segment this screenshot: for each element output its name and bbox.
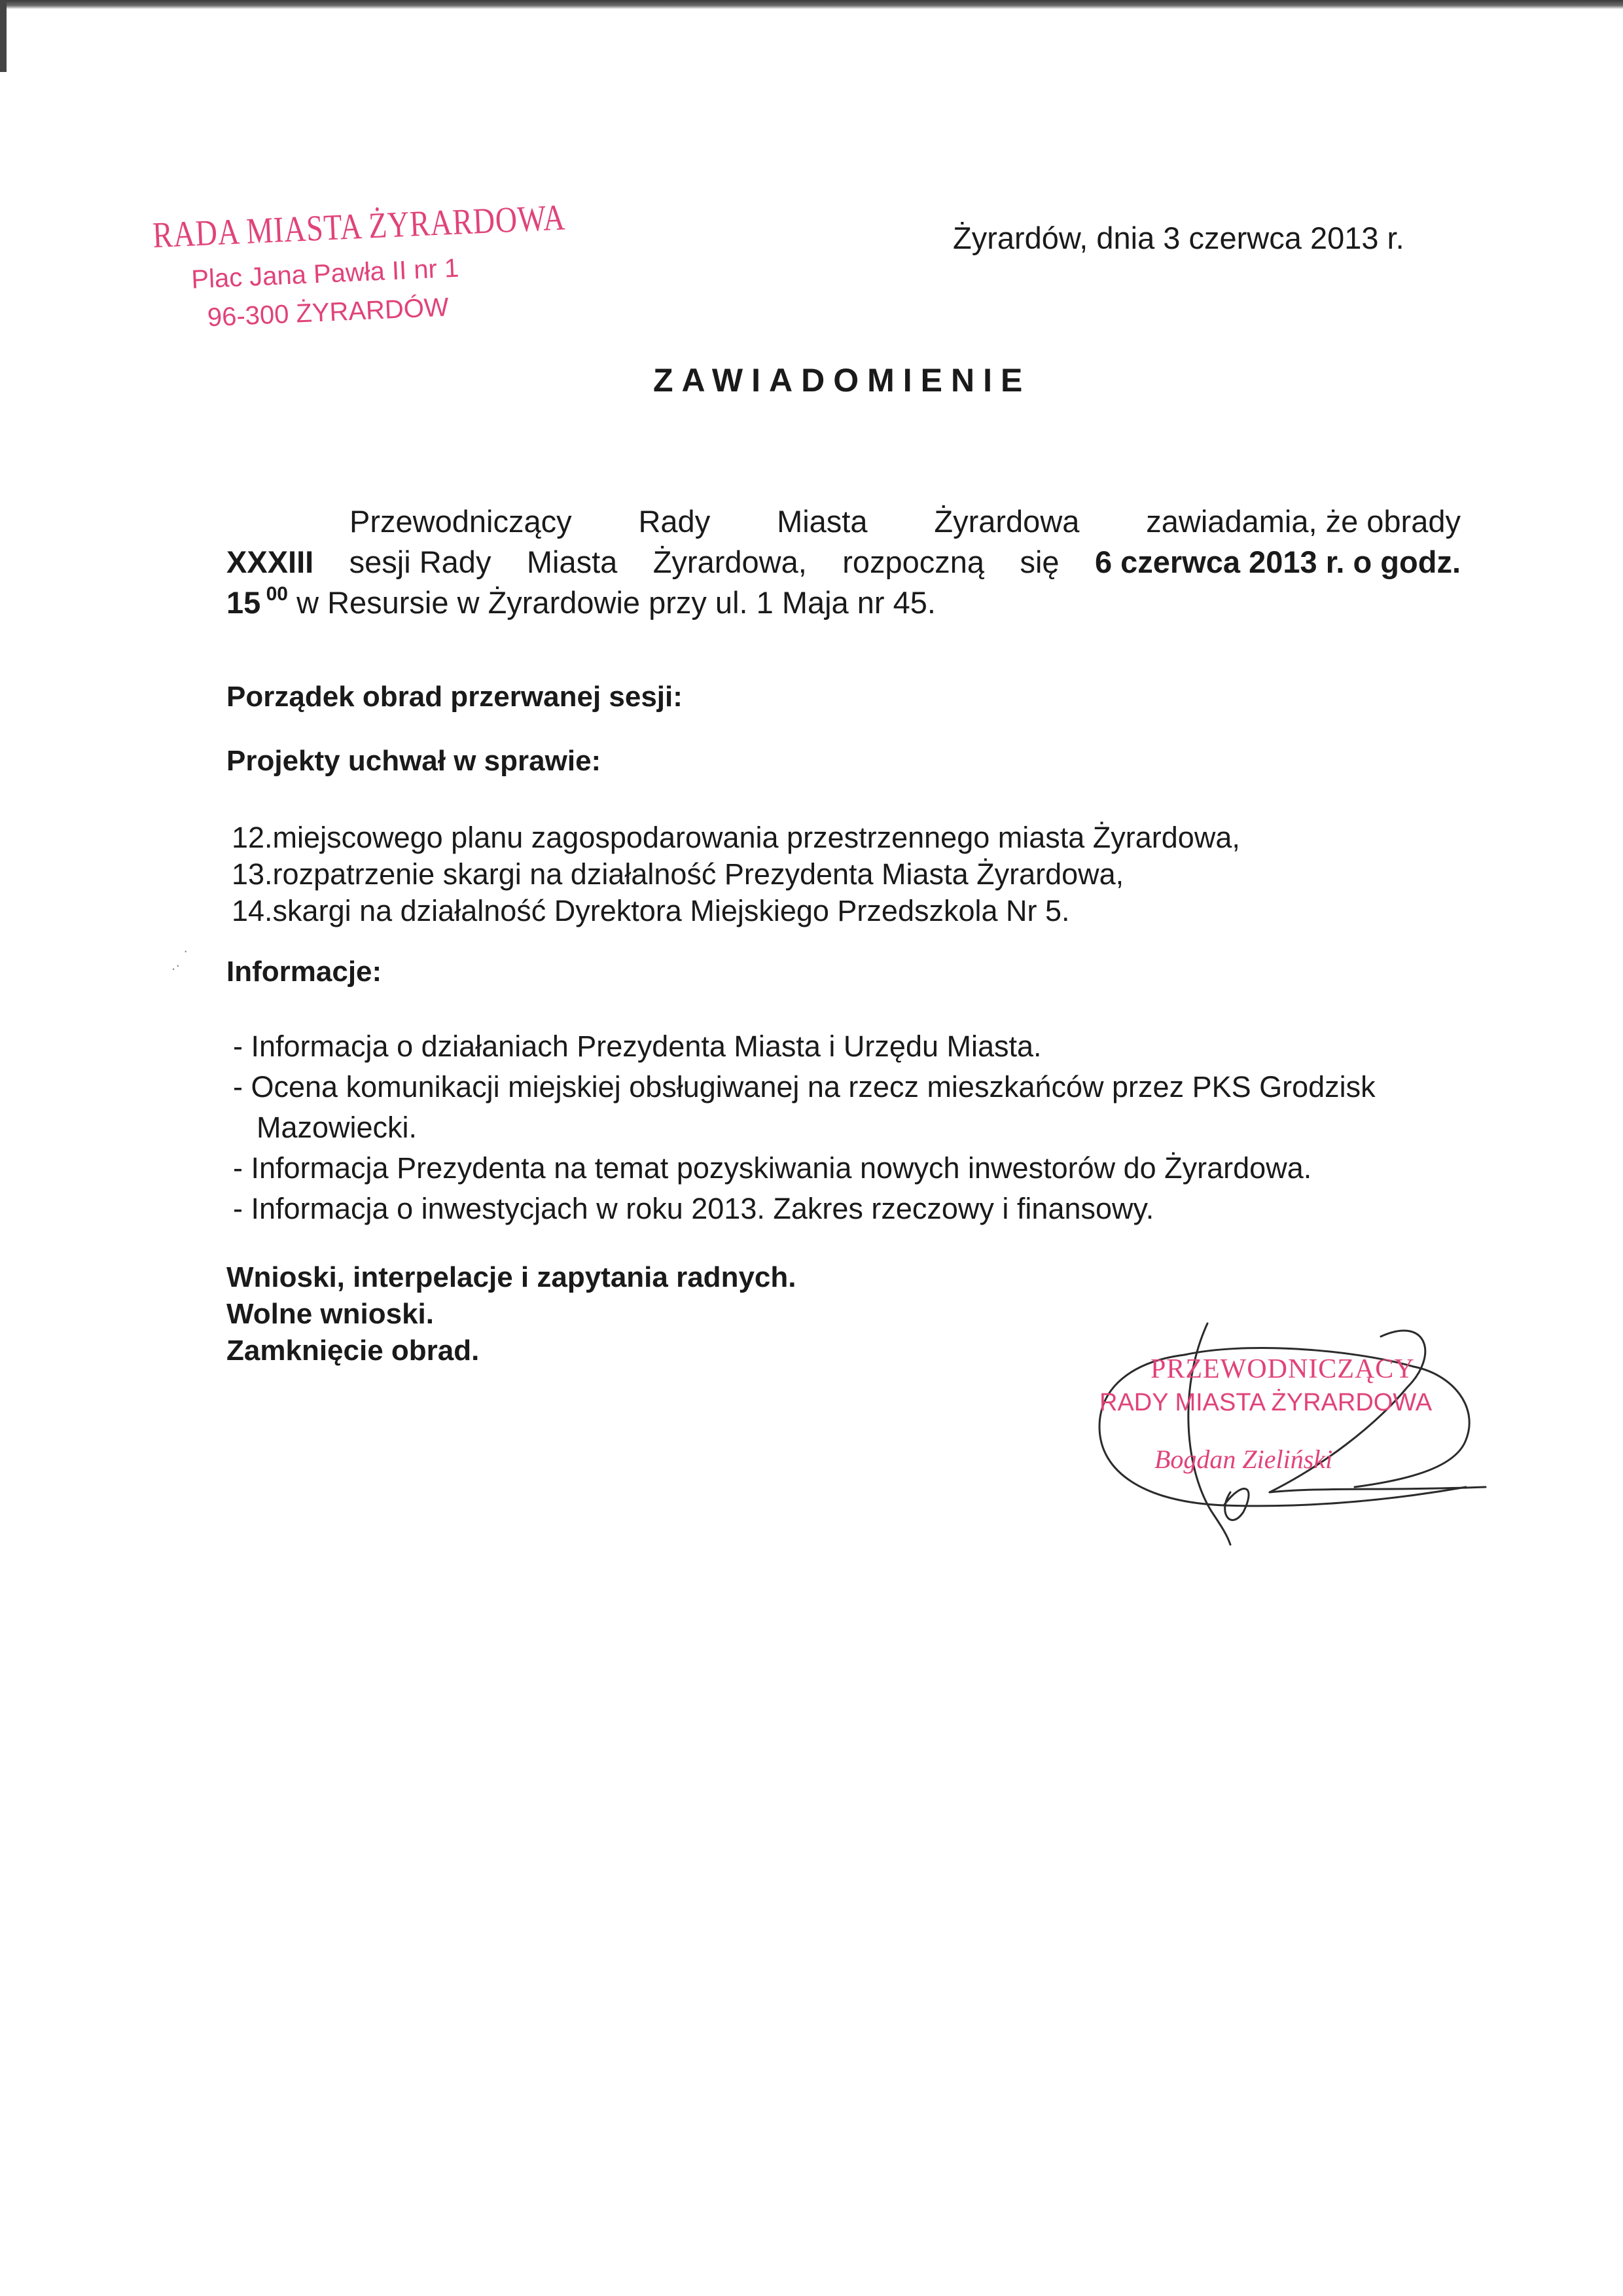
signature-stamp-title: PRZEWODNICZĄCY [1150,1354,1415,1384]
date-line: Żyrardów, dnia 3 czerwca 2013 r. [953,221,1404,255]
list-item [233,1067,1376,1148]
intro-line-3 [226,583,1461,623]
stamp-postcode-city: 96-300 ŻYRARDÓW [206,293,450,332]
intro-word: Żyrardowa [934,504,1080,539]
list-item: 14.skargi na działalność Dyrektora Miejskiego Przedszkola Nr 5. [232,894,1070,927]
scan-edge-top [0,0,1623,9]
intro-word: sesji Rady [349,545,491,579]
closing-item: Wnioski, interpelacje i zapytania radnych. [226,1261,796,1293]
info-item-text: - Informacja o działaniach Prezydenta Miasta i Urzędu Miasta. [233,1030,1042,1063]
signature-scribble [1073,1316,1499,1551]
info-item-continuation: Mazowiecki. [257,1111,418,1144]
info-item-text: - Ocena komunikacji miejskiej obsługiwanej na rzecz mieszkańców przez PKS Grodzisk [233,1070,1376,1103]
session-number: XXXIII [226,545,314,579]
signature-stamp [1073,1316,1499,1551]
stamp-street: Plac Jana Pawła II nr 1 [190,253,460,295]
intro-word: Przewodniczący [349,504,572,539]
intro-line-1 [226,501,1461,542]
closing-item: Wolne wnioski. [226,1298,435,1330]
info-item-text: - Informacja o inwestycjach w roku 2013. Zakres rzeczowy i finansowy. [233,1192,1154,1225]
list-item: 12.miejscowego planu zagospodarowania przestrzennego miasta Żyrardowa, [232,821,1240,854]
document-title: ZAWIADOMIENIE [653,362,1031,399]
info-heading: Informacje: [226,956,382,988]
intro-word: rozpoczną [842,545,985,579]
session-place: w Resursie w Żyrardowie przy ul. 1 Maja nr 45. [296,585,936,620]
closing-item: Zamknięcie obrad. [226,1335,480,1367]
header-stamp [152,192,660,334]
intro-line-2 [226,542,1461,583]
intro-word: Rady [638,504,711,539]
list-item [233,1026,1376,1067]
list-item [233,1148,1376,1189]
intro-word: zawiadamia, że obrady [1146,504,1461,539]
list-item [233,1189,1376,1229]
session-minutes: 00 [266,583,288,605]
scan-edge-left [0,0,7,72]
list-item: 13.rozpatrzenie skargi na działalność Prezydenta Miasta Żyrardowa, [232,857,1124,891]
scan-speck: · [183,942,188,959]
agenda-heading: Porządek obrad przerwanej sesji: [226,681,683,713]
session-hour: 15 [226,585,261,620]
projects-heading: Projekty uchwał w sprawie: [226,745,601,777]
info-item-text: - Informacja Prezydenta na temat pozyskiwania nowych inwestorów do Żyrardowa. [233,1151,1312,1185]
intro-word: Miasta [777,504,868,539]
intro-word: Miasta [526,545,618,579]
stamp-council-name: RADA MIASTA ŻYRARDOWA [152,197,567,256]
intro-paragraph [226,501,1461,623]
signature-stamp-name: Bogdan Zieliński [1154,1444,1333,1474]
projects-list [232,819,1240,929]
scan-speck: .· [171,957,181,973]
closing-items [226,1259,796,1369]
intro-word: Żyrardowa, [652,545,807,579]
session-date: 6 czerwca 2013 r. o godz. [1094,545,1461,579]
signature-stamp-council: RADY MIASTA ŻYRARDOWA [1099,1389,1433,1416]
info-list [233,1026,1376,1229]
intro-word: się [1020,545,1060,579]
